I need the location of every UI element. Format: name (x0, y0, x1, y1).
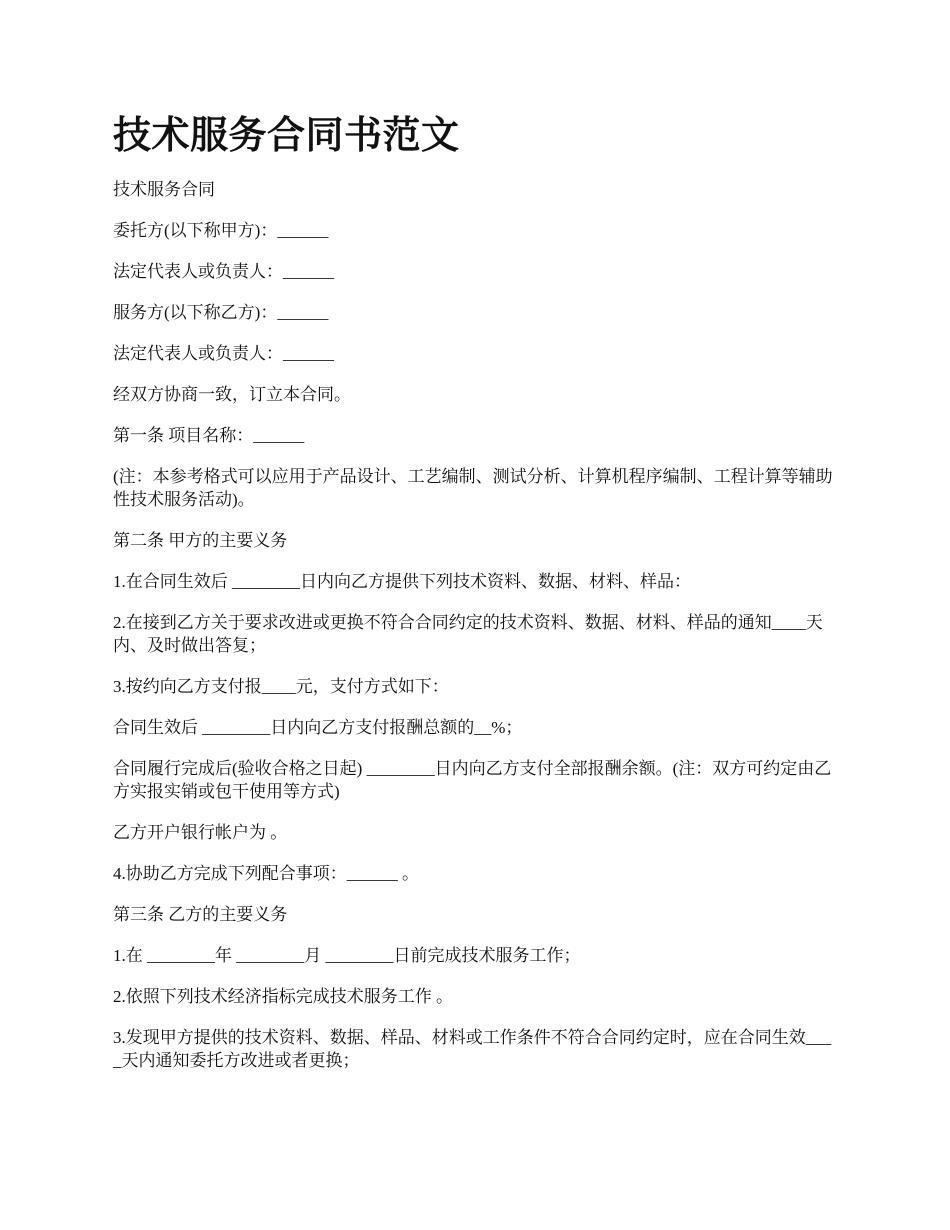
paragraph-article-3-item-1: 1.在 ________年 ________月 ________日前完成技术服务工作； (113, 946, 581, 965)
paragraph-party-b: 服务方(以下称乙方)：______ (113, 303, 329, 322)
paragraph-contract-heading: 技术服务合同 (113, 180, 215, 199)
paragraph-payment-initial: 合同生效后 ________日内向乙方支付报酬总额的__%； (113, 718, 523, 737)
paragraph-article-2-item-2: 2.在接到乙方关于要求改进或更换不符合合同约定的技术资料、数据、材料、样品的通知____天内、及时做出答复； (113, 613, 823, 655)
paragraph-payment-final: 合同履行完成后(验收合格之日起) ________日内向乙方支付全部报酬余额。(注：双方可约定由乙方实报实销或包干使用等方式) (113, 759, 832, 801)
paragraph-agreement: 经双方协商一致，订立本合同。 (113, 385, 351, 404)
paragraph-party-a: 委托方(以下称甲方)：______ (113, 221, 329, 240)
paragraph-article-2-item-4: 4.协助乙方完成下列配合事项：______ 。 (113, 864, 419, 883)
paragraph-article-1: 第一条 项目名称：______ (113, 426, 305, 445)
paragraph-party-a-representative: 法定代表人或负责人：______ (113, 262, 334, 281)
document-title: 技术服务合同书范文 (113, 115, 460, 157)
paragraph-article-2: 第二条 甲方的主要义务 (113, 531, 288, 550)
paragraph-article-3-item-3: 3.发现甲方提供的技术资料、数据、样品、材料或工作条件不符合合同约定时，应在合同生效____天内通知委托方改进或者更换； (113, 1028, 832, 1070)
document-page (113, 108, 835, 1090)
paragraph-article-2-item-3: 3.按约向乙方支付报____元，支付方式如下： (113, 677, 449, 696)
paragraph-article-2-item-1: 1.在合同生效后 ________日内向乙方提供下列技术资料、数据、材料、样品： (113, 572, 691, 591)
paragraph-party-b-representative: 法定代表人或负责人：______ (113, 344, 334, 363)
paragraph-article-3: 第三条 乙方的主要义务 (113, 905, 288, 924)
paragraph-bank-account: 乙方开户银行帐户为 。 (113, 823, 288, 842)
paragraph-note-scope: (注：本参考格式可以应用于产品设计、工艺编制、测试分析、计算机程序编制、工程计算等辅助性技术服务活动)。 (113, 467, 833, 509)
paragraph-article-3-item-2: 2.依照下列技术经济指标完成技术服务工作 。 (113, 987, 453, 1006)
